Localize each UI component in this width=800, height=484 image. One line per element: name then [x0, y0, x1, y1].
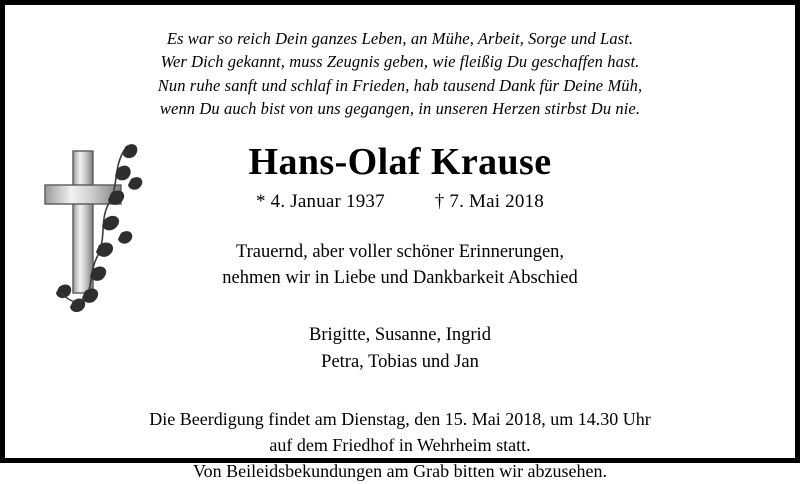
poem-line: Es war so reich Dein ganzes Leben, an Mühe, Arbeit, Sorge und Last. [166, 29, 634, 48]
poem-line: Nun ruhe sanft und schlaf in Frieden, hab tausend Dank für Deine Müh, [157, 75, 643, 95]
funeral-line: auf dem Friedhof in Wehrheim statt. [269, 434, 531, 455]
deceased-name: Hans-Olaf Krause [248, 140, 552, 183]
life-dates [39, 191, 761, 213]
funeral-details [39, 406, 761, 484]
family-line: Brigitte, Susanne, Ingrid [309, 325, 491, 346]
mourning-line: Trauernd, aber voller schöner Erinnerungen, [235, 241, 565, 262]
poem [39, 27, 761, 121]
poem-line: Wer Dich gekannt, muss Zeugnis geben, wie fleißig Du geschaffen hast. [160, 52, 640, 72]
funeral-line: Die Beerdigung findet am Dienstag, den 15. Mai 2018, um 14.30 Uhr [149, 408, 651, 429]
name-block [39, 140, 761, 213]
family-names [39, 322, 761, 376]
birth-date: * 4. Januar 1937 [256, 190, 385, 212]
family-line: Petra, Tobias und Jan [321, 352, 479, 373]
mourning-line: nehmen wir in Liebe und Dankbarkeit Abschied [222, 268, 578, 289]
poem-line: wenn Du auch bist von uns gegangen, in unseren Herzen stirbst Du nie. [159, 99, 641, 119]
mourning-text [39, 239, 761, 293]
death-date: † 7. Mai 2018 [434, 190, 544, 212]
funeral-line: Von Beileidsbekundungen am Grab bitten wir abzusehen. [192, 461, 608, 482]
